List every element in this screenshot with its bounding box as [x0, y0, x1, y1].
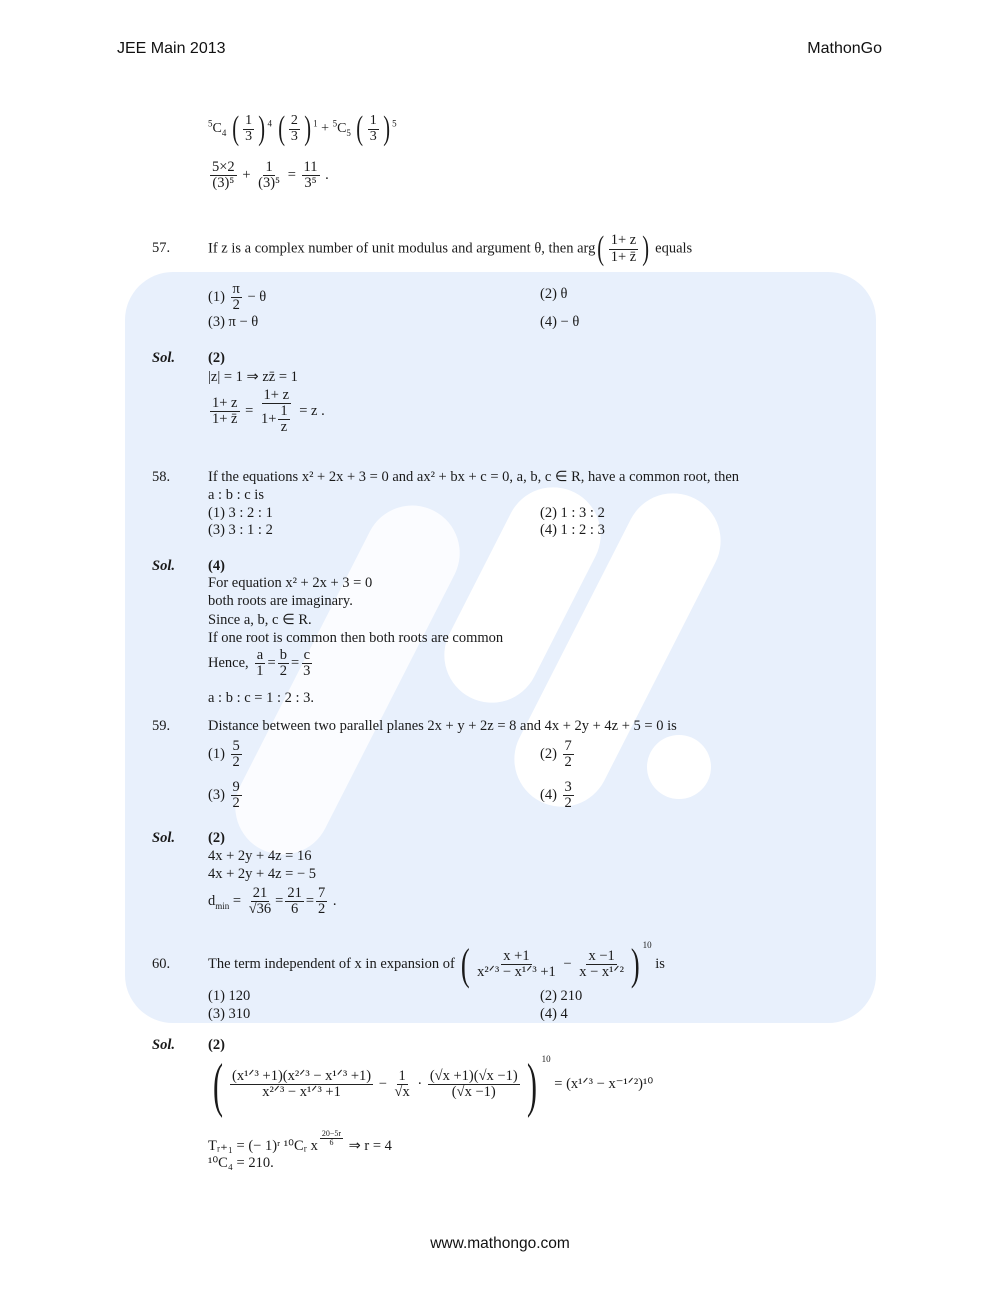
- frac-num: 21: [287, 885, 302, 901]
- frac-den: x²ᐟ³ − x¹ᐟ³ +1: [477, 964, 556, 981]
- option-2: (2) θ: [540, 286, 568, 302]
- option-2: [540, 739, 576, 770]
- option-2: (2) 1 : 3 : 2: [540, 505, 605, 521]
- option-1: (1) 3 : 2 : 1: [208, 505, 273, 521]
- question-text: The term independent of x in expansion of ( $\frac{x +1}{\text{x²ᐟ³ − x¹ᐟ³ +1}}$ − $\frac{x -1}{\text{x − x¹ᐟ²}}$ ) $^{10}$ is: [208, 939, 665, 989]
- option-label: (3): [208, 787, 225, 804]
- option-label: (4): [540, 787, 557, 804]
- solution-line: 4x + 2y + 4z = 16: [208, 848, 312, 864]
- frac-den: 6: [329, 1138, 334, 1148]
- question-number: 57.: [152, 240, 171, 256]
- solution-label: Sol.: [152, 830, 175, 846]
- frac-num: 1+ z: [263, 387, 290, 403]
- option-label: (2): [540, 746, 557, 763]
- frac-den: 2: [564, 795, 572, 812]
- frac-num: 7: [318, 885, 326, 901]
- solution-line: |z| = 1 ⇒ zz̄ = 1: [208, 369, 298, 385]
- frac-num: 1+ z: [610, 232, 637, 249]
- prev-solution-line2: $\frac{5\times 2}{\text{(3)⁵}}$ + $\frac{1}{\text{(3)⁵}}$ = $\frac{11}{\text{3⁵}}$ .: [212, 159, 329, 192]
- question-text: If z is a complex number of unit modulus and argument θ, then arg( $\frac{1+ z}{1+ z̄}$ ) equals: [208, 230, 693, 267]
- watermark-dot: [647, 735, 711, 799]
- power: 10: [642, 940, 652, 950]
- solution-final: a : b : c = 1 : 2 : 3.: [208, 690, 315, 706]
- header-exam-title: JEE Main 2013: [117, 40, 226, 57]
- question-stem: If z is a complex number of unit modulus and argument θ, then: [208, 240, 574, 257]
- frac-num: 21: [252, 885, 268, 901]
- frac-den: (3)⁵: [212, 175, 235, 192]
- option-4: [540, 780, 576, 811]
- frac-den: x²ᐟ³ − x¹ᐟ³ +1: [262, 1084, 341, 1101]
- option-text: − θ: [247, 289, 267, 306]
- solution-line: For equation x² + 2x + 3 = 0: [208, 575, 373, 591]
- frac-num: 7: [564, 738, 572, 754]
- question-stem: The term independent of x in expansion of: [208, 956, 455, 972]
- term-result: ⇒ r = 4: [348, 1138, 392, 1154]
- solution-result: = (x¹ᐟ³ − x⁻¹ᐟ²)¹⁰: [554, 1076, 654, 1092]
- prev-solution-line1: $^5C_4$ ( $\frac{1}{3}$ ) $^4$ ( $\frac{2}{3}$ ) $^1 + ^5C_5$ ( $\frac{1}{3}$ ) $^5$: [208, 110, 397, 147]
- option-1: [208, 282, 266, 313]
- frac-num: 1: [265, 159, 273, 175]
- footer-website-link[interactable]: www.mathongo.com: [430, 1235, 570, 1252]
- solution-answer: (2): [208, 350, 225, 366]
- frac-den: z: [280, 419, 288, 436]
- frac-num: 11: [303, 159, 318, 175]
- solution-line: 4x + 2y + 4z = − 5: [208, 866, 317, 882]
- dmin-label: d: [208, 893, 216, 910]
- solution-dmin-line: $d_{min}$ = $\frac{21}{√36}$ = $\frac{21}{6}$ = $\frac{7}{2}$ .: [208, 885, 337, 918]
- option-3: (3) 310: [208, 1006, 251, 1022]
- solution-answer: (2): [208, 830, 225, 846]
- frac-den: 1: [256, 663, 264, 680]
- option-3: (3) π − θ: [208, 314, 259, 330]
- frac-num: a: [256, 647, 264, 663]
- question-tail: is: [655, 956, 665, 972]
- question-text: If the equations x² + 2x + 3 = 0 and ax² + bx + c = 0, a, b, c ∈ R, have a common root, then: [208, 469, 740, 485]
- frac-den: x − x¹ᐟ²: [579, 964, 624, 981]
- hence-label: Hence,: [208, 655, 249, 672]
- frac-num: 9: [232, 779, 240, 795]
- dmin-subscript: min: [215, 900, 230, 911]
- frac-den: 1+ z̄: [212, 411, 238, 428]
- solution-expression: ( $\frac{\text{(x¹ᐟ³ +1)(x²ᐟ³ − x¹ᐟ³ +1)}}{\text{x²ᐟ³ − x¹ᐟ³ +1}}$ − $\frac{1}{√x}$ · $\frac{(√x +1)(√x -1)}{(√x -1)}$ ) $^{10}$ = (x¹ᐟ³ − x⁻¹ᐟ²)¹⁰: [212, 1051, 654, 1118]
- option-3: (3) 3 : 1 : 2: [208, 522, 273, 538]
- solution-final: ¹⁰C₄ = 210.: [208, 1155, 274, 1171]
- question-number: 59.: [152, 718, 171, 734]
- option-4: (4) 4: [540, 1006, 568, 1022]
- option-4: (4) 1 : 2 : 3: [540, 522, 605, 538]
- frac-den: 2: [564, 754, 572, 771]
- frac-num: 3: [564, 779, 572, 795]
- header-brand: MathonGo: [807, 40, 882, 57]
- solution-fraction-line: $\frac{1+ z}{1+ z̄}$ = 1+ z 1+ $\frac{1}{z}$ = z .: [212, 387, 325, 436]
- frac-den: 2: [232, 297, 240, 314]
- frac-den: [259, 404, 294, 435]
- option-2: (2) 210: [540, 988, 583, 1004]
- solution-answer: (2): [208, 1037, 225, 1053]
- frac-num: b: [279, 647, 287, 663]
- frac-num: 5×2: [212, 159, 235, 175]
- option-1: [208, 739, 244, 770]
- option-3: [208, 780, 244, 811]
- option-1: (1) 120: [208, 988, 251, 1004]
- frac-den: 2: [232, 795, 240, 812]
- question-number: 58.: [152, 469, 171, 485]
- frac-num: x +1: [503, 947, 530, 964]
- solution-result: = z .: [299, 403, 325, 420]
- frac-den: 6: [290, 901, 299, 918]
- solution-line: both roots are imaginary.: [208, 593, 353, 609]
- solution-line: If one root is common then both roots are common: [208, 630, 504, 646]
- frac-num: 1+ z: [212, 395, 238, 412]
- frac-den: 3⁵: [304, 175, 317, 192]
- frac-num: π: [232, 281, 240, 297]
- solution-label: Sol.: [152, 1037, 175, 1053]
- frac-num: (√x +1)(√x −1): [429, 1067, 518, 1084]
- solution-term-line: [208, 1130, 392, 1155]
- solution-label: Sol.: [152, 350, 175, 366]
- frac-den: 2: [279, 663, 287, 680]
- power: 10: [541, 1054, 551, 1064]
- frac-den: (3)⁵: [258, 175, 281, 192]
- solution-ratio-line: Hence, $\frac{a}{1}$ = $\frac{b}{2}$ = $\frac{c}{3}$: [208, 647, 311, 680]
- option-4: (4) − θ: [540, 314, 580, 330]
- frac-num: c: [303, 647, 310, 663]
- frac-den: 3: [303, 663, 311, 680]
- frac-num: x −1: [588, 947, 615, 964]
- solution-answer: (4): [208, 558, 225, 574]
- option-label: (1): [208, 746, 225, 763]
- general-term: Tᵣ₊₁ = (− 1)ʳ ¹⁰Cᵣ x: [208, 1138, 318, 1154]
- question-text-line2: a : b : c is: [208, 487, 264, 503]
- question-tail: equals: [655, 240, 693, 257]
- frac-num: 5: [232, 738, 240, 754]
- solution-label: Sol.: [152, 558, 175, 574]
- frac-num: 20−5r: [321, 1129, 342, 1138]
- option-label: (1): [208, 289, 225, 306]
- frac-num: 1: [398, 1067, 406, 1084]
- frac-den: 2: [232, 754, 240, 771]
- frac-num: 1: [280, 403, 288, 420]
- frac-den: √x: [394, 1084, 410, 1101]
- question-number: 60.: [152, 956, 171, 972]
- frac-num: (x¹ᐟ³ +1)(x²ᐟ³ − x¹ᐟ³ +1): [231, 1067, 372, 1084]
- frac-den: 1+ z̄: [610, 248, 637, 265]
- arg-label: arg: [577, 240, 596, 257]
- solution-line: Since a, b, c ∈ R.: [208, 612, 312, 628]
- frac-den: 2: [318, 901, 326, 918]
- frac-den: √36: [248, 901, 272, 918]
- frac-den: (√x −1): [451, 1084, 496, 1101]
- question-text: Distance between two parallel planes 2x + y + 2z = 8 and 4x + 2y + 4z + 5 = 0 is: [208, 718, 677, 734]
- frac-den-part: 1+: [260, 411, 277, 428]
